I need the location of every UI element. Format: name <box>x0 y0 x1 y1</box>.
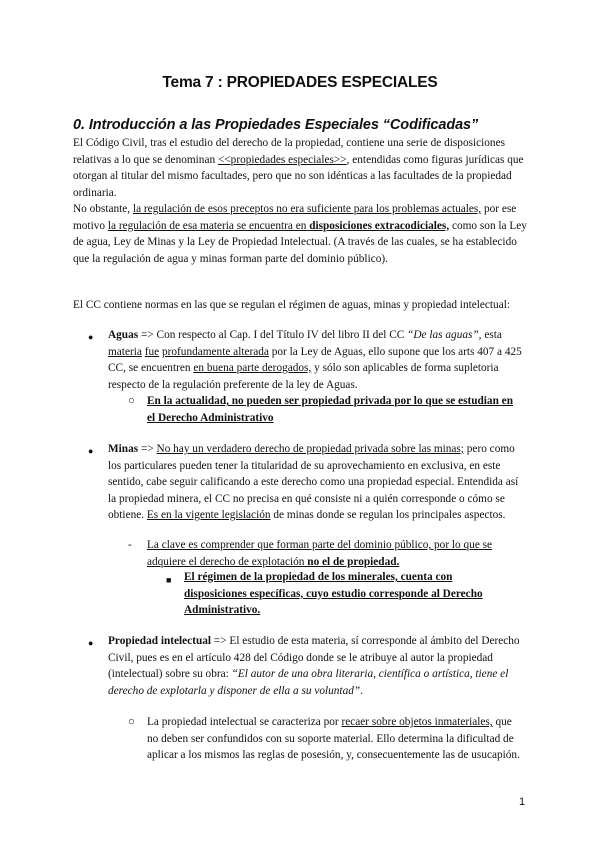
intro-p2-underlined-2: la regulación de esa materia se encuentra en <box>107 219 310 232</box>
intro-p2-text-b: por ese motivo <box>73 203 517 232</box>
aguas-text-e: por la Ley de Aguas, ello supone que los arts 407 a 425 CC, se encuentren <box>108 345 522 374</box>
intro-p2-text-c: como son la Ley de agua, Ley de Minas y la Ley de Propiedad Intelectual. (A través de las cuales, se ha establecido que la regulación de agua y minas forman parte del dominio público). <box>73 219 527 265</box>
intro-p2-text-a: No obstante, <box>73 203 133 215</box>
aguas-term: Aguas <box>108 329 139 341</box>
aguas-subitem <box>147 393 517 426</box>
intelectual-subitem-text-a: La propiedad intelectual se caracteriza por <box>147 716 342 728</box>
intelectual-quote: “El autor de una obra literaria, científica o artística, tiene el derecho de explotarla y disponer de ella a su voluntad” <box>108 668 509 697</box>
minas-underlined-2: Es en la vigente legislación <box>146 509 271 521</box>
intelectual-text-a: => El estudio de esta materia, sí corresponde al ámbito del Derecho Civil, pues es en el artículo 428 del Código donde se le atribuye al autor la propiedad (intelectual) sobre su obra: <box>108 635 520 680</box>
minas-subitem-bold-underlined: no el de propiedad. <box>307 555 400 568</box>
minas-subitem-underlined: La clave es comprender que forman parte del dominio público, por lo que se adquiere el derecho de explotación <box>147 539 493 568</box>
circle-bullet-icon: ○ <box>128 716 135 728</box>
bullet-icon: ● <box>88 446 94 456</box>
aguas-subitem-text: En la actualidad, no pueden ser propiedad privada por lo que se estudian en el Derecho Administrativo <box>147 395 513 424</box>
aguas-underlined-3: profundamente alterada <box>161 345 269 358</box>
minas-subitem <box>147 537 522 570</box>
minas-term: Minas <box>108 443 139 455</box>
intro-p1-text-a: El Código Civil, tras el estudio del derecho de la propiedad, contiene una serie de disposiciones relativas a lo que se denominan <box>73 137 505 166</box>
intro-p1-text-b: , entendidas como figuras jurídicas que otorgan al titular del mismo facultades, pero que no son idénticas a las facultades de la propiedad ordinaria. <box>73 153 524 199</box>
aguas-underlined-2: fue <box>144 345 160 358</box>
intelectual-subitem-underlined: recaer sobre objetos inmateriales, <box>341 716 493 728</box>
intelectual-subitem-text-b: que no deben ser confundidos con su soporte material. Ello determina la dificultad de aplicar a los mismos las reglas de posesión, y, consecuentemente las de usucapión. <box>147 716 520 761</box>
intelectual-term: Propiedad intelectual <box>108 635 212 647</box>
intro-paragraph-1 <box>73 135 533 201</box>
intro-p2-underlined-1: la regulación de esos preceptos no era suficiente para los problemas actuales, <box>132 203 482 215</box>
intro-p2-bold-underlined: disposiciones extracodiciales, <box>309 219 450 232</box>
aguas-text-a: => Con respecto al Cap. I del Título IV del libro II del CC <box>138 329 408 341</box>
minas-underlined-1: No hay un verdadero derecho de propiedad privada sobre las minas; <box>156 443 464 455</box>
page-number: 1 <box>519 796 526 808</box>
aguas-underlined-1: materia <box>108 345 142 358</box>
circle-bullet-icon: ○ <box>128 395 135 407</box>
intro-block <box>73 135 533 267</box>
page-title: Tema 7 : PROPIEDADES ESPECIALES <box>162 74 438 91</box>
minas-text-c: de minas donde se regulan los principales aspectos. <box>270 509 506 521</box>
minas-item <box>108 441 528 524</box>
aguas-text-f: y sólo son aplicables de forma supletoria respecto de la regulación preferente de la ley de Aguas. <box>108 362 499 391</box>
bullet-icon: ● <box>88 638 94 648</box>
minas-text-a: => <box>138 443 157 455</box>
aguas-underlined-4: en buena parte derogados, <box>193 362 312 374</box>
minas-subsubitem-text: El régimen de la propiedad de los minerales, cuenta con disposiciones específicas, cuyo estudio corresponde al Derecho Administrativo. <box>184 571 483 616</box>
intro-p1-underlined: <<propiedades especiales>> <box>217 153 347 166</box>
intelectual-subitem <box>147 714 525 764</box>
section-heading: 0. Introducción a las Propiedades Especiales “Codificadas” <box>73 117 479 133</box>
square-bullet-icon: ■ <box>166 575 172 585</box>
minas-subsubitem <box>184 569 514 619</box>
bullet-icon: ● <box>88 332 94 342</box>
cc-intro-text: El CC contiene normas en las que se regulan el régimen de aguas, minas y propiedad intelectual: <box>73 299 510 311</box>
aguas-text-b: esta <box>481 329 502 341</box>
cc-intro <box>73 297 533 314</box>
intelectual-item <box>108 633 528 699</box>
aguas-item <box>108 327 528 393</box>
intelectual-text-b: . <box>360 684 363 697</box>
dash-marker: - <box>128 539 132 551</box>
minas-text-b: pero como los particulares pueden tener la titularidad de su aprovechamiento en exclusiva, en este sentido, cabe seguir calificando a este derecho como una propiedad especial. Entendida así la propiedad minera, el CC no precisa en qué consiste ni a quién corresponde o cómo se obtiene. <box>108 443 519 521</box>
intro-paragraph-2 <box>73 201 533 267</box>
aguas-quote: “De las aguas”, <box>407 329 482 341</box>
